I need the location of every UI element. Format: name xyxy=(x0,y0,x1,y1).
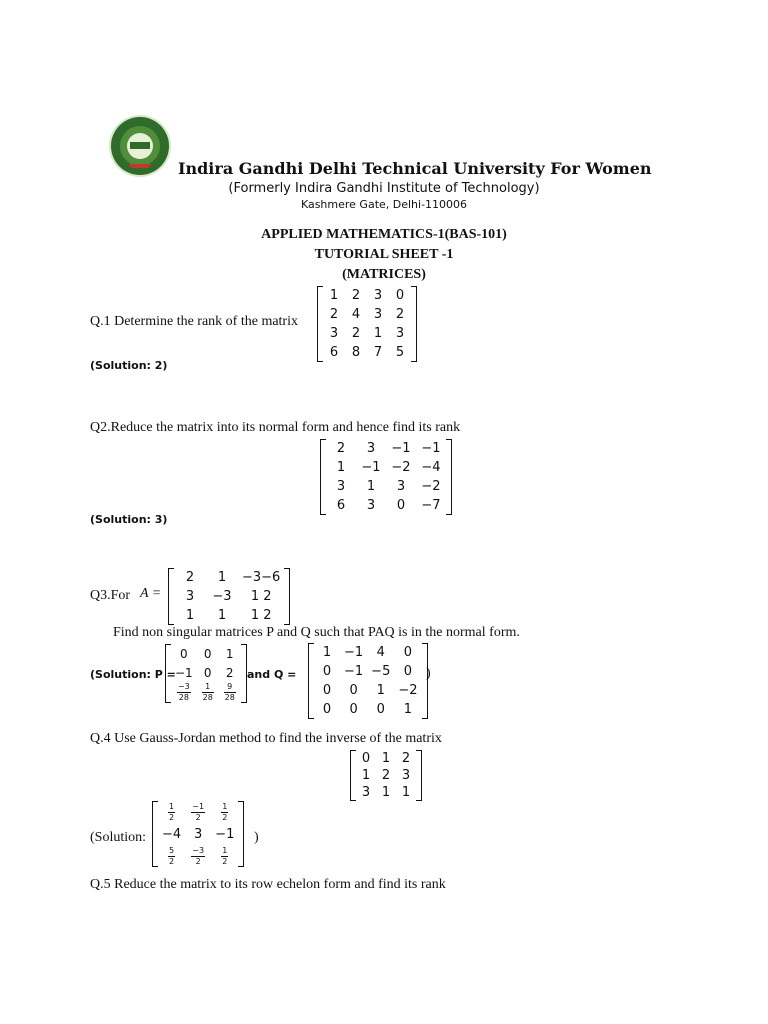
matrix-row xyxy=(326,477,446,496)
matrix-cell: 2 xyxy=(225,665,234,680)
denominator: 2 xyxy=(195,812,201,822)
fraction xyxy=(168,802,175,823)
matrix-cell: 1 xyxy=(329,288,339,303)
numerator: 1 xyxy=(169,801,175,811)
university-name: Indira Gandhi Delhi Technical University For Women xyxy=(178,159,652,178)
bracket-left xyxy=(317,286,323,362)
matrix-row xyxy=(314,700,422,719)
matrix-cell: 0 xyxy=(403,664,413,679)
question-5: Q.5 Reduce the matrix to its row echelon form and find its rank xyxy=(90,877,446,892)
matrix-cell: 5 xyxy=(395,345,405,360)
matrix-cell xyxy=(185,845,211,867)
matrix-cell: 3 xyxy=(395,326,405,341)
question-4: Q.4 Use Gauss-Jordan method to find the inverse of the matrix xyxy=(90,731,442,746)
matrix-cell: −1 xyxy=(361,460,381,475)
fraction xyxy=(168,846,175,867)
denominator: 2 xyxy=(195,856,201,866)
q3-solution-q-matrix xyxy=(308,643,428,719)
bracket-right xyxy=(238,801,244,867)
matrix-cell: 1 xyxy=(376,683,385,698)
numerator: −1 xyxy=(192,801,205,811)
denominator: 28 xyxy=(202,693,213,702)
matrix-cell: 1 xyxy=(381,785,391,800)
question-3-text: Find non singular matrices P and Q such that PAQ is in the normal form. xyxy=(113,625,520,640)
matrix-cell: 3 xyxy=(366,498,376,513)
fraction xyxy=(191,846,205,867)
address: Kashmere Gate, Delhi-110006 xyxy=(300,198,468,211)
matrix-cell: 0 xyxy=(322,702,332,717)
fraction xyxy=(177,682,191,703)
matrix-cell: 0 xyxy=(395,288,405,303)
matrix-cell xyxy=(158,801,185,823)
matrix-cell: 3 xyxy=(396,479,406,494)
matrix-cell: 0 xyxy=(361,751,371,766)
matrix-cell: 1 xyxy=(217,608,227,623)
course-title: APPLIED MATHEMATICS-1(BAS-101) xyxy=(261,227,507,242)
matrix-cell: 2 xyxy=(336,441,346,456)
q1-matrix xyxy=(317,286,417,362)
numerator: 1 xyxy=(222,801,228,811)
matrix-cell: 0 xyxy=(349,702,358,717)
denominator: 28 xyxy=(178,693,189,702)
matrix-cell: −1 xyxy=(421,441,441,456)
matrix-a-symbol: A = xyxy=(140,586,162,601)
numerator: −3 xyxy=(177,682,190,691)
matrix-cell: 3 xyxy=(401,768,411,783)
bracket-left xyxy=(168,568,174,625)
matrix-row xyxy=(158,801,238,823)
matrix-cell: 6 xyxy=(329,345,339,360)
matrix-cell: 6 xyxy=(336,498,346,513)
matrix-cell: −1 xyxy=(215,826,235,842)
matrix-cell: 1 xyxy=(336,460,346,475)
matrix-cell xyxy=(158,845,185,867)
matrix-row xyxy=(326,496,446,515)
matrix-cell: 3 xyxy=(366,441,376,456)
matrix-cell xyxy=(171,682,197,703)
q3-matrix-a xyxy=(168,568,290,625)
matrix-cell: 3 xyxy=(194,826,203,842)
matrix-cell: 2 xyxy=(329,307,339,322)
matrix-cell: −2 xyxy=(421,479,441,494)
q3-solution-close: ) xyxy=(426,666,431,681)
matrix-cell: 1 xyxy=(366,479,376,494)
fraction xyxy=(221,846,228,867)
denominator: 2 xyxy=(222,856,228,866)
question-2: Q2.Reduce the matrix into its normal form and hence find its rank xyxy=(90,420,461,435)
matrix-cell xyxy=(211,801,238,823)
matrix-cell: 0 xyxy=(180,646,188,661)
formerly-note: (Formerly Indira Gandhi Institute of Technology) xyxy=(228,181,540,196)
matrix-row xyxy=(174,587,284,606)
sheet-title: TUTORIAL SHEET -1 xyxy=(314,247,454,262)
matrix-cell: −1 xyxy=(344,645,364,660)
bracket-left xyxy=(350,750,356,801)
matrix-cell: 1 xyxy=(185,608,195,623)
matrix-cell: 0 xyxy=(203,665,212,680)
matrix-cell: 1 xyxy=(401,785,411,800)
bracket-left xyxy=(152,801,158,867)
matrix-cell: −7 xyxy=(421,498,441,513)
matrix-cell: 1 xyxy=(403,702,413,717)
q2-matrix xyxy=(320,439,452,515)
question-1: Q.1 Determine the rank of the matrix xyxy=(90,314,298,329)
numerator: 1 xyxy=(222,845,228,855)
matrix-cell: 2 xyxy=(185,570,195,585)
matrix-row xyxy=(314,643,422,662)
q3-solution-q-label: and Q = xyxy=(247,668,297,681)
matrix-cell: 4 xyxy=(376,645,385,660)
matrix-row xyxy=(323,305,411,324)
matrix-cell xyxy=(197,682,219,703)
matrix-row xyxy=(356,767,416,784)
university-logo xyxy=(108,114,172,178)
matrix-cell: −1 xyxy=(175,665,193,680)
denominator: 2 xyxy=(222,812,228,822)
matrix-cell: 2 xyxy=(401,751,411,766)
matrix-cell: 1 xyxy=(225,646,234,661)
matrix-cell: 1 xyxy=(361,768,371,783)
matrix-row xyxy=(356,784,416,801)
matrix-cell xyxy=(219,682,241,703)
matrix-cell: 0 xyxy=(322,664,332,679)
bracket-left xyxy=(165,644,171,703)
denominator: 2 xyxy=(169,856,175,866)
matrix-row xyxy=(356,750,416,767)
q4-matrix xyxy=(350,750,422,801)
matrix-cell: 0 xyxy=(322,683,332,698)
matrix-cell: −1 xyxy=(391,441,411,456)
matrix-cell: 0 xyxy=(376,702,385,717)
q3-solution-p-matrix xyxy=(165,644,247,703)
matrix-cell: 4 xyxy=(351,307,361,322)
denominator: 28 xyxy=(224,693,235,702)
numerator: 5 xyxy=(169,845,175,855)
matrix-cell: −3 xyxy=(212,589,232,604)
matrix-cell: 2 xyxy=(351,326,361,341)
fraction xyxy=(202,682,214,703)
matrix-cell: 3 xyxy=(373,307,383,322)
matrix-cell: 7 xyxy=(373,345,383,360)
bracket-right xyxy=(416,750,422,801)
q1-solution: (Solution: 2) xyxy=(90,359,168,372)
topic-title: (MATRICES) xyxy=(342,267,426,282)
bracket-right xyxy=(411,286,417,362)
bracket-left xyxy=(320,439,326,515)
matrix-cell xyxy=(185,801,211,823)
matrix-row xyxy=(174,606,284,625)
bracket-right xyxy=(284,568,290,625)
matrix-row xyxy=(323,343,411,362)
matrix-row xyxy=(314,681,422,700)
matrix-cell: 1 xyxy=(322,645,332,660)
matrix-row xyxy=(314,662,422,681)
matrix-cell: 3 xyxy=(361,785,371,800)
matrix-cell: 2 xyxy=(351,288,361,303)
denominator: 2 xyxy=(169,812,175,822)
matrix-cell xyxy=(211,845,238,867)
bracket-left xyxy=(308,643,314,719)
matrix-cell: −5 xyxy=(371,664,391,679)
matrix-row xyxy=(326,458,446,477)
q4-solution-close: ) xyxy=(254,830,259,845)
matrix-cell: 0 xyxy=(396,498,406,513)
matrix-cell: −2 xyxy=(398,683,418,698)
bracket-right xyxy=(241,644,247,703)
q4-solution-matrix xyxy=(152,801,244,867)
matrix-cell: 8 xyxy=(351,345,361,360)
numerator: −3 xyxy=(192,845,205,855)
matrix-cell: 1 2 xyxy=(250,589,272,604)
question-3-label: Q3.For xyxy=(90,588,131,603)
matrix-cell: 1 2 xyxy=(250,608,272,623)
fraction xyxy=(224,682,236,703)
matrix-row xyxy=(326,439,446,458)
numerator: 1 xyxy=(202,682,214,693)
matrix-row xyxy=(323,286,411,305)
q3-solution-p-label: (Solution: P = xyxy=(90,668,176,681)
matrix-cell: 0 xyxy=(403,645,413,660)
matrix-row xyxy=(174,568,284,587)
matrix-cell: 1 xyxy=(217,570,227,585)
fraction xyxy=(221,802,228,823)
matrix-cell: 0 xyxy=(349,683,358,698)
matrix-cell: 3 xyxy=(336,479,346,494)
matrix-cell: 0 xyxy=(203,646,212,661)
q2-solution: (Solution: 3) xyxy=(90,513,168,526)
matrix-cell: −4 xyxy=(421,460,441,475)
matrix-row xyxy=(158,823,238,845)
matrix-cell: 3 xyxy=(373,288,383,303)
matrix-cell: −1 xyxy=(344,664,364,679)
matrix-row xyxy=(171,682,241,703)
matrix-cell: 1 xyxy=(373,326,383,341)
matrix-cell: 2 xyxy=(381,768,391,783)
matrix-row xyxy=(171,663,241,682)
matrix-row xyxy=(323,324,411,343)
q4-solution-label: (Solution: xyxy=(90,830,147,845)
numerator: 9 xyxy=(224,682,236,693)
matrix-row xyxy=(171,644,241,663)
matrix-cell: −2 xyxy=(391,460,411,475)
fraction xyxy=(191,802,205,823)
matrix-cell: −3−6 xyxy=(242,570,281,585)
matrix-cell: 1 xyxy=(381,751,391,766)
matrix-cell: 3 xyxy=(329,326,339,341)
matrix-cell: 3 xyxy=(185,589,195,604)
matrix-cell: −4 xyxy=(162,826,182,842)
bracket-right xyxy=(446,439,452,515)
matrix-cell: 2 xyxy=(395,307,405,322)
matrix-row xyxy=(158,845,238,867)
